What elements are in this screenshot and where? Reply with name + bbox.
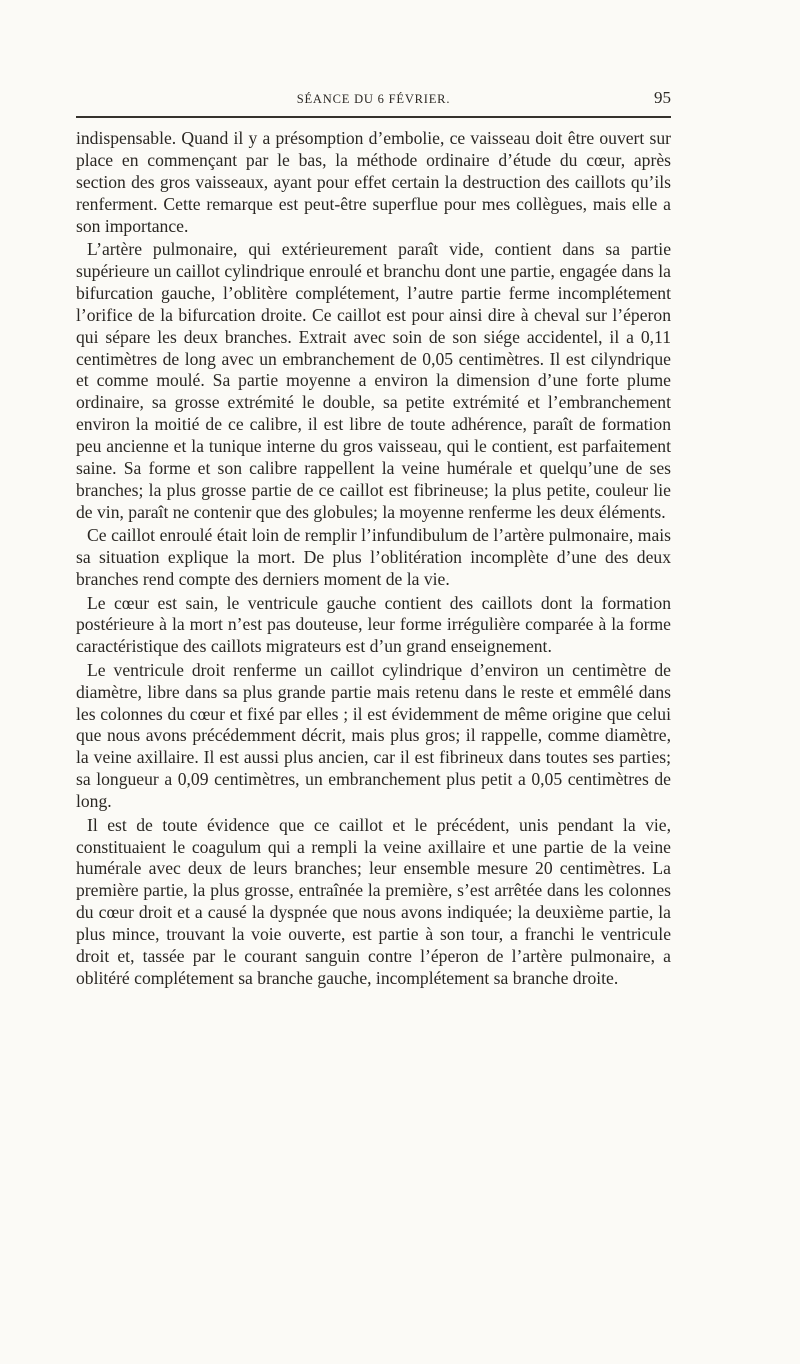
- paragraph-5: Le ventricule droit renferme un caillot cylindrique d’environ un centimètre de diamètre, libre dans sa plus grande partie mais retenu dans le reste et emmêlé dans les colonnes du cœur et fixé par elles ; il est évidemment de même origine que celui que nous avons précédemment décrit, mais plus gros; il rappelle, comme diamètre, la veine axillaire. Il est aussi plus ancien, car il est fibrineux dans toutes ses parties; sa longueur a 0,09 centimètres, un embranchement plus petit a 0,05 centimètres de long.: [76, 659, 671, 812]
- paragraph-1: indispensable. Quand il y a présomption d’embolie, ce vaisseau doit être ouvert sur place en commençant par le bas, la méthode ordinaire d’étude du cœur, après section des gros vaisseaux, ayant pour effet certain la destruction des caillots qu’ils renferment. Cette remarque est peut-être superflue pour mes collègues, mais elle a son importance.: [76, 128, 671, 236]
- book-page: [76, 82, 671, 991]
- header-rule: [76, 116, 671, 118]
- running-title: SÉANCE DU 6 FÉVRIER.: [296, 92, 451, 106]
- paragraph-4: Le cœur est sain, le ventricule gauche contient des caillots dont la formation postérieure à la mort n’est pas douteuse, leur forme irrégulière comparée à la forme caractéristique des caillots migrateurs est d’un grand enseignement.: [76, 592, 671, 657]
- paragraph-6: Il est de toute évidence que ce caillot et le précédent, unis pendant la vie, constituaient le coagulum qui a rempli la veine axillaire et une partie de la veine humérale avec deux de leurs branches; leur ensemble mesure 20 centimètres. La première partie, la plus grosse, entraînée la première, s’est arrêtée dans les colonnes du cœur droit et a causé la dyspnée que nous avons indiquée; la deuxième partie, la plus mince, trouvant la voie ouverte, est partie à son tour, a franchi le ventricule droit et, tassée par le courant sanguin contre l’éperon de l’artère pulmonaire, a oblitéré complétement sa branche gauche, incomplétement sa branche droite.: [76, 814, 671, 988]
- paragraph-2: L’artère pulmonaire, qui extérieurement paraît vide, contient dans sa partie supérieure un caillot cylindrique enroulé et branchu dont une partie, engagée dans la bifurcation gauche, l’oblitère complétement, l’autre partie ferme incomplétement l’orifice de la bifurcation droite. Ce caillot est pour ainsi dire à cheval sur l’éperon qui sépare les deux branches. Extrait avec soin de son siége accidentel, il a 0,11 centimètres de long avec un embranchement de 0,05 centimètres. Il est cilyndrique et comme moulé. Sa partie moyenne a environ la dimension d’une forte plume ordinaire, sa grosse extrémité le double, sa petite extrémité et l’embranchement environ la moitié de ce calibre, il est libre de toute adhérence, paraît de formation peu ancienne et la tunique interne du gros vaisseau, qui le contient, est parfaitement saine. Sa forme et son calibre rappellent la veine humérale et quelqu’une de ses branches; la plus grosse partie de ce caillot est fibrineuse; la plus petite, couleur lie de vin, paraît ne contenir que des globules; la moyenne renferme les deux éléments.: [76, 239, 671, 522]
- body-text: [76, 128, 671, 990]
- running-head: [76, 82, 671, 116]
- paragraph-3: Ce caillot enroulé était loin de remplir l’infundibulum de l’artère pulmonaire, mais sa situation explique la mort. De plus l’oblitération incomplète d’une des deux branches rend compte des derniers moment de la vie.: [76, 525, 671, 590]
- page-number: 95: [654, 88, 671, 107]
